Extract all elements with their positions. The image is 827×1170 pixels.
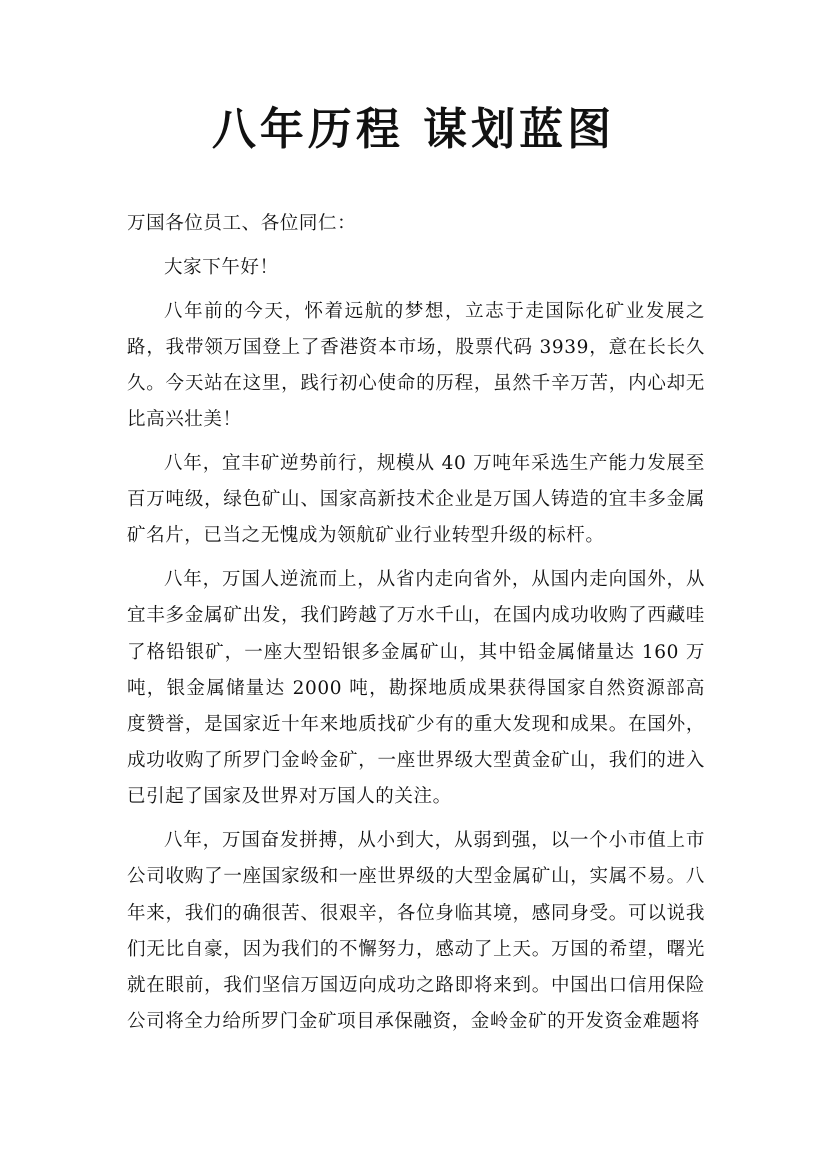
paragraph-growth: 八年，万国奋发拼搏，从小到大，从弱到强，以一个小市值上市公司收购了一座国家级和一座世界级的大型金属矿山，实属不易。八年来，我们的确很苦、很艰辛，各位身临其境，感同身受。可以说我们无比自豪，因为我们的不懈努力，感动了上天。万国的希望，曙光就在眼前，我们坚信万国迈向成功之路即将来到。中国出口信用保险公司将全力给所罗门金矿项目承保融资，金岭金矿的开发资金难题将 [127,830,705,1033]
salutation: 万国各位员工、各位同仁： [127,213,357,234]
paragraph-yifeng-mine: 八年，宜丰矿逆势前行，规模从 40 万吨年采选生产能力发展至百万吨级，绿色矿山、国家高新技术企业是万国人铸造的宜丰多金属矿名片，已当之无愧成为领航矿业行业转型升级的标杆。 [127,453,705,547]
document-body [127,206,705,1048]
paragraph-greeting: 大家下午好！ [164,256,279,278]
paragraph-acquisitions: 八年，万国人逆流而上，从省内走向省外，从国内走向国外，从宜丰多金属矿出发，我们跨越了万水千山，在国内成功收购了西藏哇了格铅银矿，一座大型铅银多金属矿山，其中铅金属储量达 160 万吨，银金属储量达 2000 吨，勘探地质成果获得国家自然资源部高度赞誉，是国家近十年来地质找矿少有的重大发现和成果。在国外，成功收购了所罗门金岭金矿，一座世界级大型黄金矿山，我们的进入已引起了国家及世界对万国人的关注。 [127,569,705,808]
paragraph-listing: 八年前的今天，怀着远航的梦想，立志于走国际化矿业发展之路，我带领万国登上了香港资本市场，股票代码 3939，意在长长久久。今天站在这里，践行初心使命的历程，虽然千辛万苦，内心却无比高兴壮美！ [127,300,705,431]
document-title: 八年历程 谋划蓝图 [211,104,616,155]
